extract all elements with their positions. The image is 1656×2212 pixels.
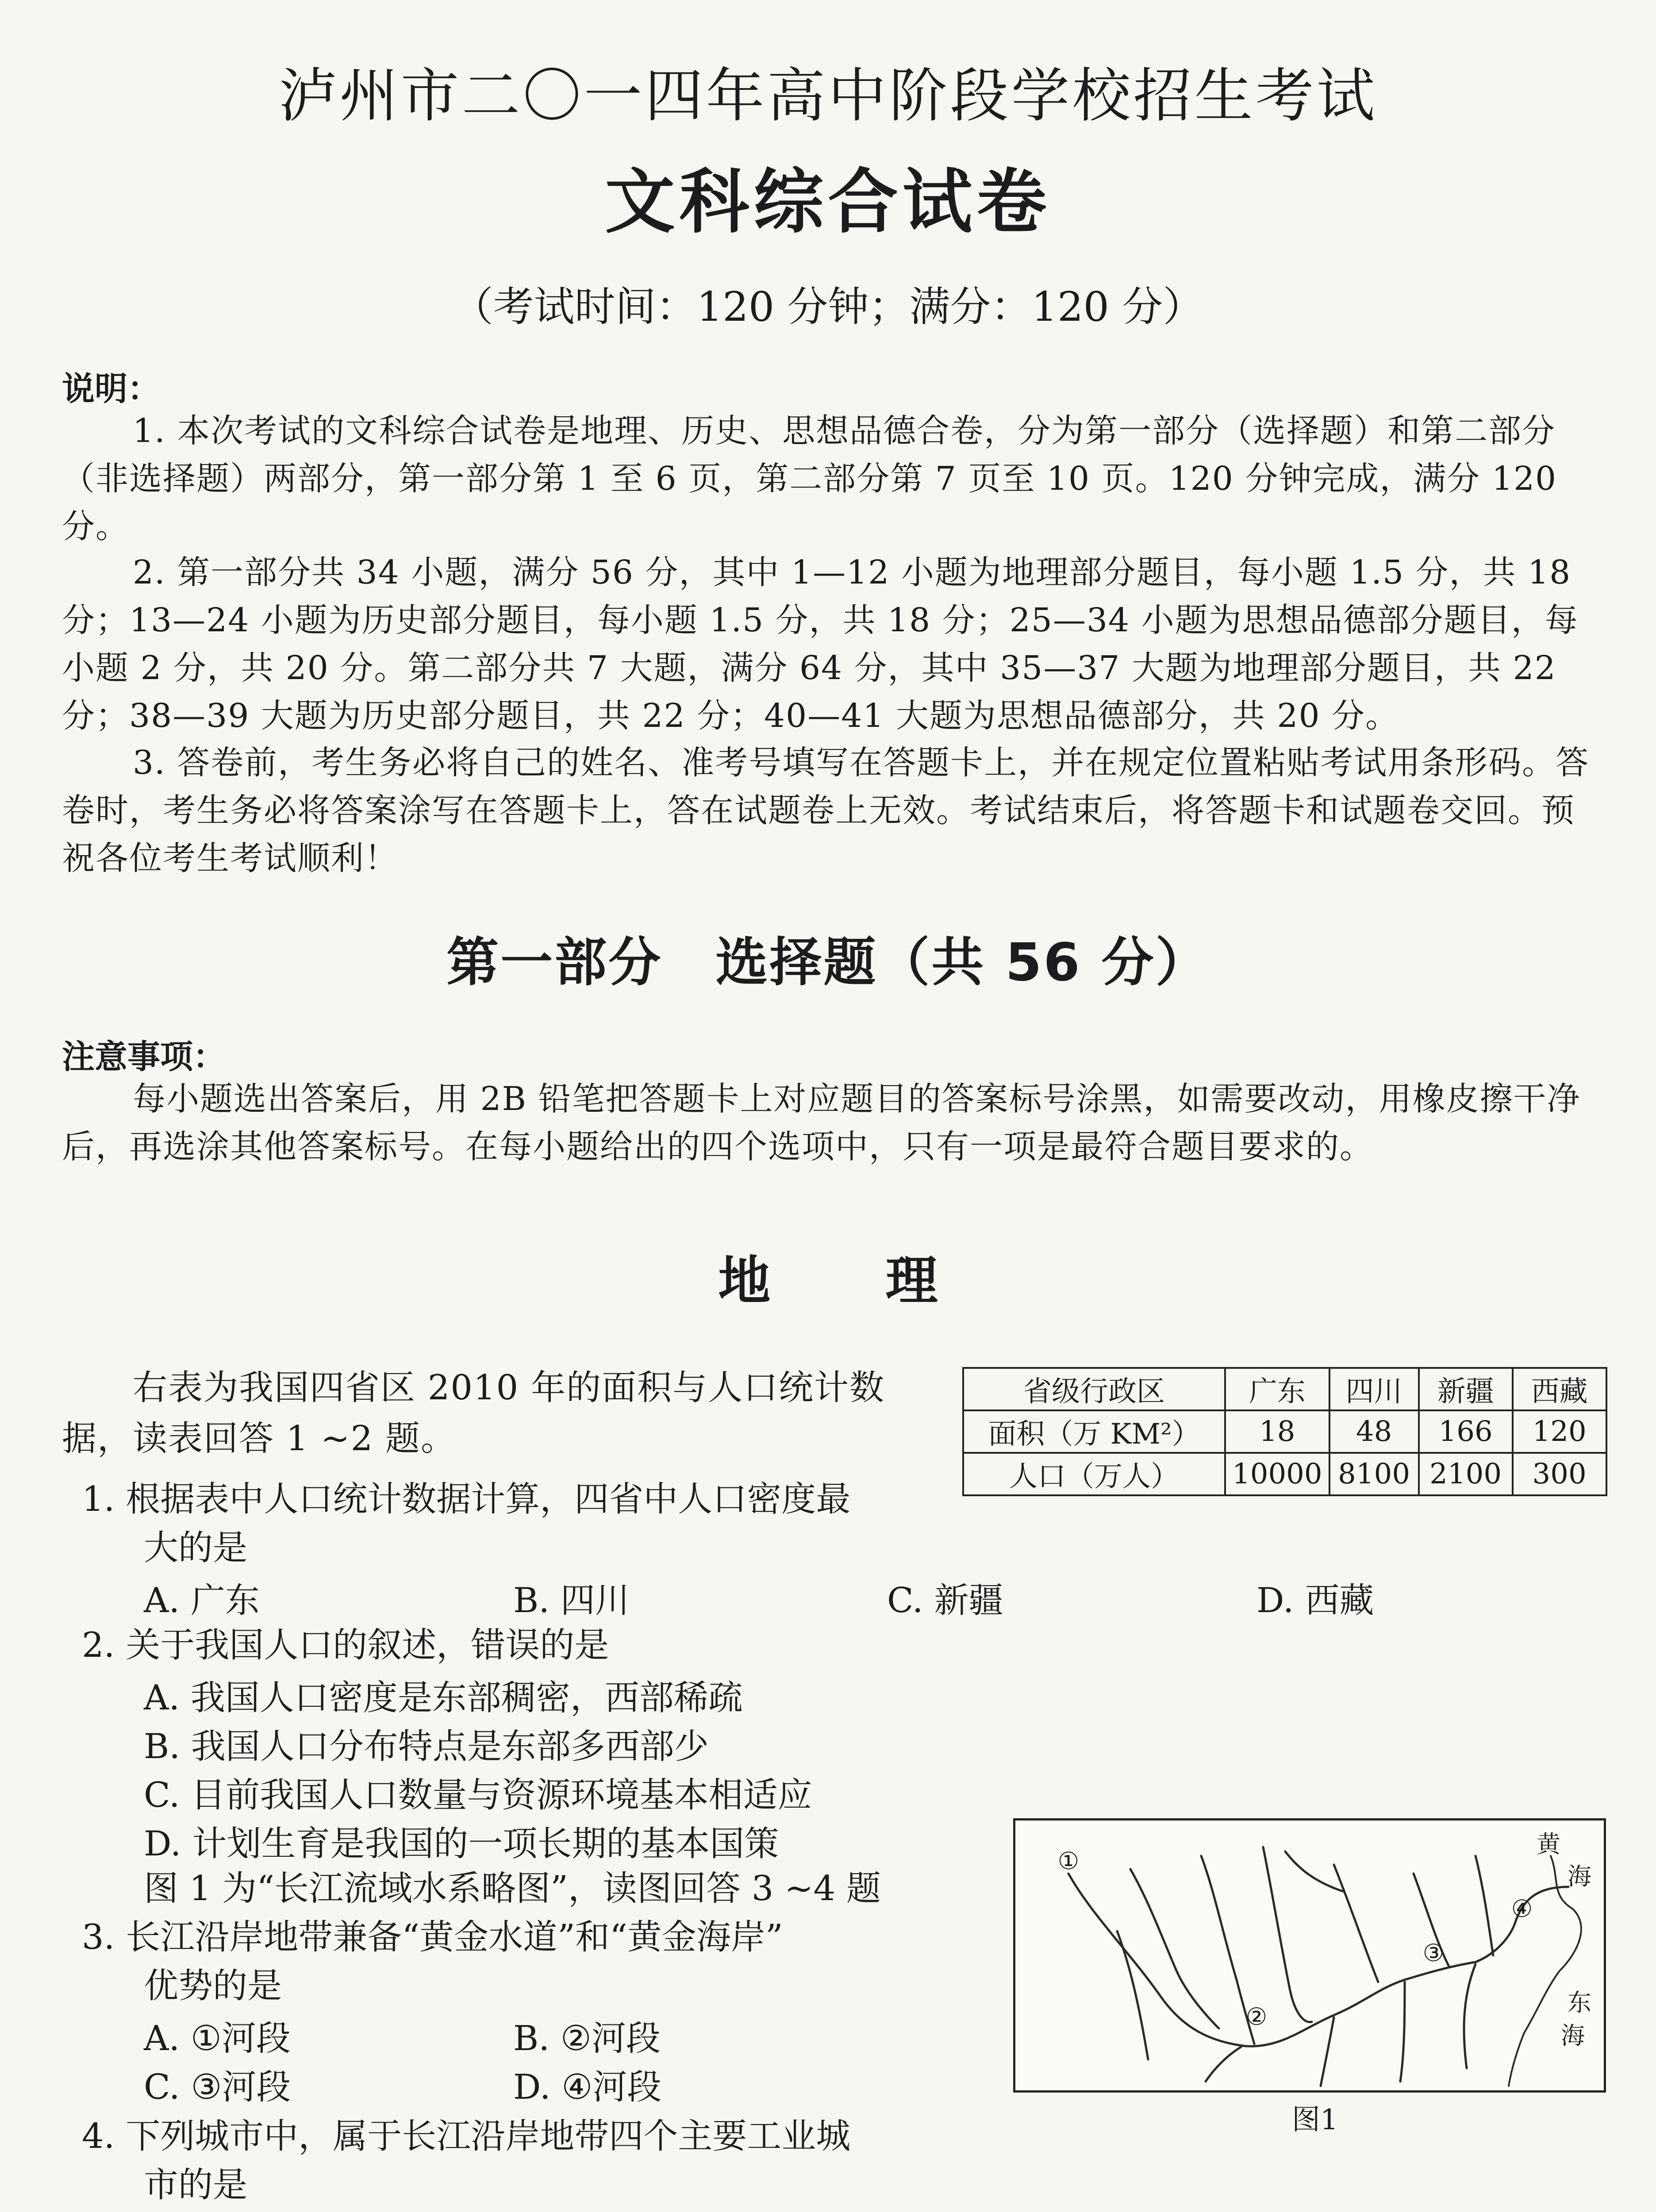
table-cell: 18 bbox=[1225, 1410, 1329, 1453]
river-system-drawing bbox=[1015, 1820, 1604, 2090]
tributary bbox=[1117, 1931, 1148, 2059]
marker-3: ③ bbox=[1422, 1939, 1445, 1967]
table-cell: 300 bbox=[1513, 1453, 1606, 1495]
q2-option-d[interactable]: D. 计划生育是我国的一项长期的基本国策 bbox=[144, 1824, 779, 1864]
table-cell: 8100 bbox=[1329, 1453, 1419, 1495]
east-sea-label-2: 海 bbox=[1561, 2022, 1585, 2050]
stats-table bbox=[962, 1367, 1607, 1496]
q3-stem-line1: 3. 长江沿岸地带兼备“黄金水道”和“黄金海岸” bbox=[82, 1917, 783, 1957]
table-cell: 四川 bbox=[1329, 1368, 1419, 1410]
tributary bbox=[1334, 1865, 1378, 1982]
q4-stem-line1: 4. 下列城市中，属于长江沿岸地带四个主要工业城 bbox=[82, 2116, 851, 2156]
table-row bbox=[963, 1410, 1606, 1453]
yellow-sea-label-2: 海 bbox=[1568, 1863, 1591, 1890]
exam-title: 泸州市二〇一四年高中阶段学校招生考试 bbox=[278, 62, 1378, 130]
q2-option-a[interactable]: A. 我国人口密度是东部稠密，西部稀疏 bbox=[144, 1678, 743, 1718]
q2-stem: 2. 关于我国人口的叙述，错误的是 bbox=[82, 1625, 609, 1665]
tributary bbox=[1285, 1851, 1343, 1891]
subject-title bbox=[0, 1239, 1656, 1314]
yangtze-river-map bbox=[1013, 1818, 1606, 2093]
q1-stem-line2: 大的是 bbox=[144, 1528, 248, 1568]
q4-option-a[interactable] bbox=[144, 2210, 570, 2212]
table-cell: 120 bbox=[1513, 1410, 1606, 1453]
table-header-row bbox=[963, 1368, 1606, 1410]
paper-title: 文科综合试卷 bbox=[605, 161, 1051, 243]
q1-option-a[interactable]: A. 广东 bbox=[144, 1581, 260, 1621]
marker-4: ④ bbox=[1511, 1895, 1533, 1923]
tributary bbox=[1475, 1856, 1493, 1955]
part1-title-b: 选择题（共 56 分） bbox=[715, 932, 1210, 993]
q1-option-d[interactable]: D. 西藏 bbox=[1256, 1581, 1374, 1621]
table-cell: 西藏 bbox=[1513, 1368, 1606, 1410]
instruction-item-2: 2. 第一部分共 34 小题，满分 56 分，其中 1—12 小题为地理部分题目，每小题 1.5 分，共 18 分；13—24 小题为历史部分题目，每小题 1.5 分，共 18 分；25—34 小题为思想品德部分题目，每小题 2 分，共 20 分。第二部分共 7 大题，满分 64 分，其中 35—37 大题为地理部分题目，共 22 分；38—39 大题为历史部分题目，共 22 分；40—41 大题为思想品德部分，共 20 分。 bbox=[62, 553, 1579, 735]
tributary bbox=[1130, 1869, 1219, 2028]
table-cell: 166 bbox=[1419, 1410, 1513, 1453]
q2-option-b[interactable]: B. 我国人口分布特点是东部多西部少 bbox=[144, 1727, 709, 1767]
tributary bbox=[1464, 1964, 1475, 2068]
part1-title bbox=[0, 920, 1656, 995]
instruction-item-3: 3. 答卷前，考生务必将自己的姓名、准考号填写在答题卡上，并在规定位置粘贴考试用条形码。答卷时，考生务必将答案涂写在答题卡上，答在试题卷上无效。考试结束后，将答题卡和试题卷交回。预祝各位考生考试顺利！ bbox=[62, 744, 1590, 877]
notice-text: 每小题选出答案后，用 2B 铅笔把答题卡上对应题目的答案标号涂黑，如需要改动，用橡皮擦干净后，再选涂其他答案标号。在每小题给出的四个选项中，只有一项是最符合题目要求的。 bbox=[62, 1080, 1581, 1166]
tributary bbox=[1400, 1982, 1405, 2081]
table-row bbox=[963, 1453, 1606, 1495]
q3-option-b[interactable]: B. ②河段 bbox=[513, 2019, 661, 2058]
east-sea-label-1: 东 bbox=[1568, 1989, 1591, 2016]
yellow-sea-label-1: 黄 bbox=[1537, 1830, 1560, 1858]
table-cell: 面积（万 KM²） bbox=[963, 1410, 1225, 1453]
table-cell: 10000 bbox=[1225, 1453, 1329, 1495]
q3-stem-line2: 优势的是 bbox=[144, 1966, 282, 2006]
marker-1: ① bbox=[1057, 1847, 1080, 1875]
q3-option-d[interactable]: D. ④河段 bbox=[513, 2067, 662, 2107]
q1-option-c[interactable]: C. 新疆 bbox=[887, 1581, 1003, 1621]
notice-label: 注意事项： bbox=[62, 1038, 226, 1076]
q1-stem-line1: 1. 根据表中人口统计数据计算，四省中人口密度最 bbox=[82, 1479, 851, 1519]
q3-option-a[interactable]: A. ①河段 bbox=[144, 2019, 291, 2058]
table-cell: 2100 bbox=[1419, 1453, 1513, 1495]
part1-title-a: 第一部分 bbox=[446, 932, 663, 993]
table-cell: 48 bbox=[1329, 1410, 1419, 1453]
table-cell: 广东 bbox=[1225, 1368, 1329, 1410]
q2-option-c[interactable]: C. 目前我国人口数量与资源环境基本相适应 bbox=[144, 1775, 812, 1815]
table-cell: 新疆 bbox=[1419, 1368, 1513, 1410]
table-cell: 省级行政区 bbox=[963, 1368, 1225, 1410]
q4-stem-line2: 市的是 bbox=[144, 2165, 248, 2205]
table-intro: 右表为我国四省区 2010 年的面积与人口统计数据，读表回答 1 ~2 题。 bbox=[62, 1368, 885, 1459]
main-river bbox=[1068, 1874, 1568, 2046]
q4-option-b[interactable] bbox=[887, 2210, 1314, 2212]
tributary bbox=[1321, 2017, 1334, 2086]
marker-2: ② bbox=[1245, 2003, 1268, 2031]
q3-option-c[interactable]: C. ③河段 bbox=[144, 2067, 291, 2107]
table-cell: 人口（万人） bbox=[963, 1453, 1225, 1495]
subject-char-2: 理 bbox=[885, 1250, 938, 1311]
instructions-label: 说明： bbox=[62, 370, 160, 408]
figure-intro: 图 1 为“长江流域水系略图”，读图回答 3 ~4 题 bbox=[144, 1869, 881, 1909]
exam-info: （考试时间：120 分钟；满分：120 分） bbox=[452, 283, 1204, 330]
subject-char-1: 地 bbox=[718, 1250, 771, 1311]
tributary bbox=[1206, 2047, 1241, 2081]
tributary bbox=[1263, 1847, 1312, 2022]
instruction-item-1: 1. 本次考试的文科综合试卷是地理、历史、思想品德合卷，分为第一部分（选择题）和第二部分（非选择题）两部分，第一部分第 1 至 6 页，第二部分第 7 页至 10 页。120 分钟完成，满分 120 分。 bbox=[62, 412, 1557, 545]
q1-option-b[interactable]: B. 四川 bbox=[513, 1581, 630, 1621]
figure-caption: 图1 bbox=[1292, 2104, 1338, 2136]
